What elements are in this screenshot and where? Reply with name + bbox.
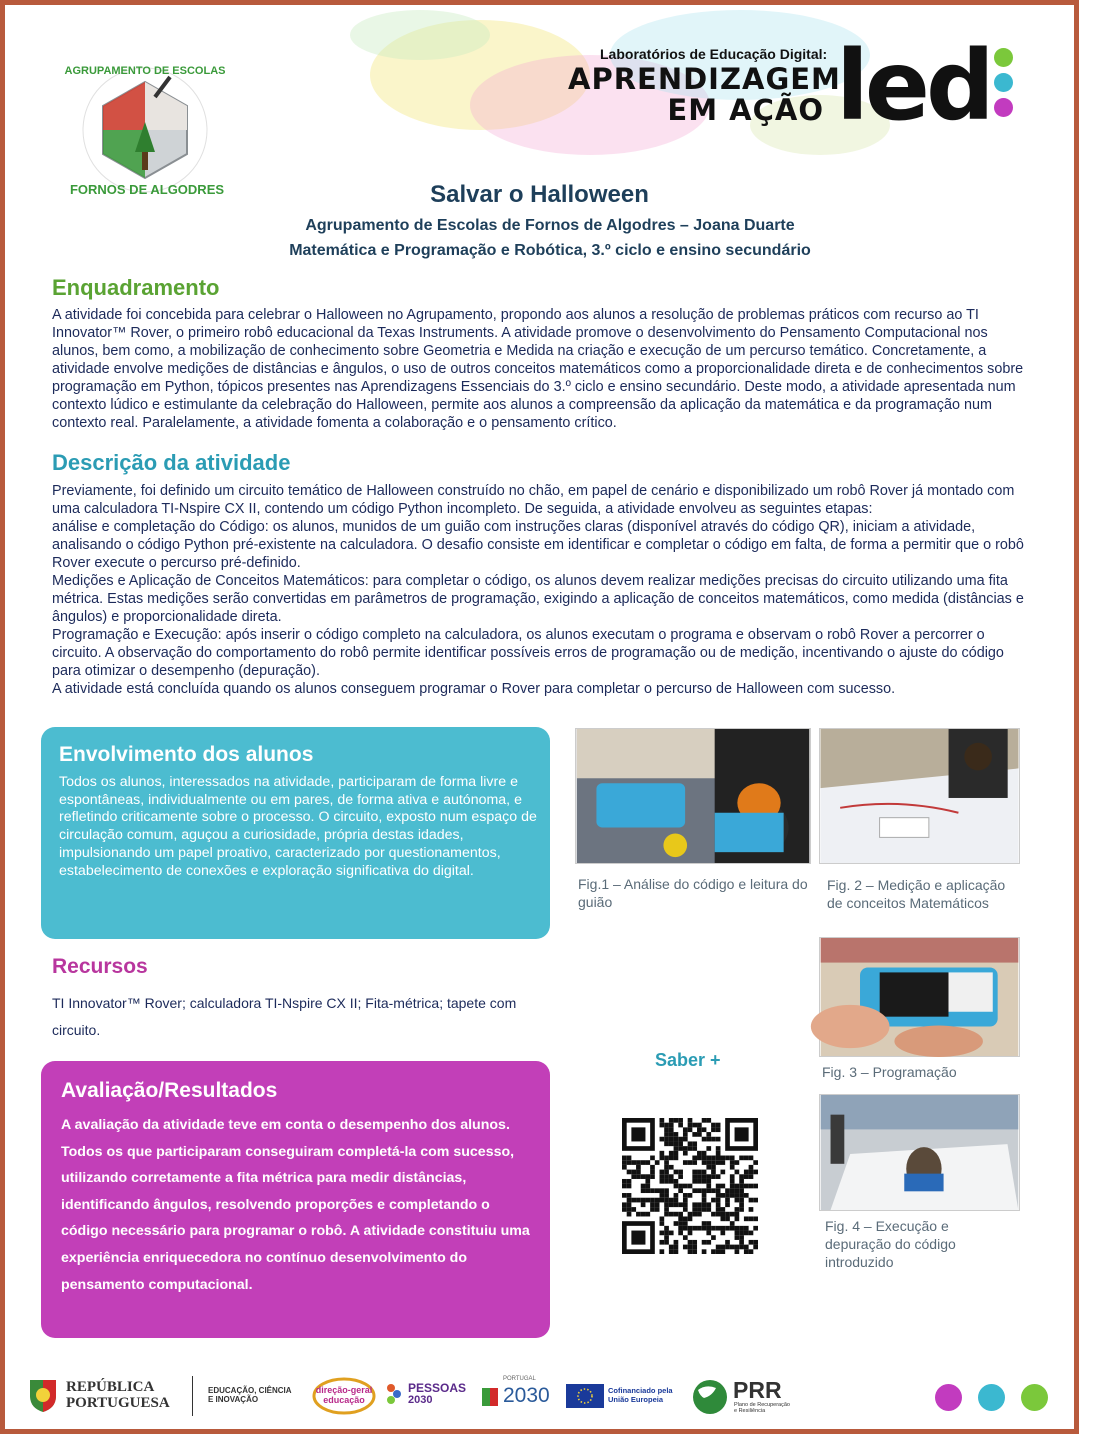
photo-fig1 [575,728,811,864]
descricao-p2: análise e completação do Código: os alunos, munidos de um guião com instruções claras (disponível através do código QR), iniciam a atividade, analisando o código Python pré-existente na calculadora. O desafio consiste em identificar e completar o código em falta, de forma a permitir que o robô Rover execute o percurso pré-definido. [52,519,1024,571]
descricao-text [52,482,1032,698]
page-subtitle-school: Agrupamento de Escolas de Fornos de Algodres – Joana Duarte [305,217,795,234]
republica-emblem-icon [26,1376,60,1414]
envolvimento-box [41,727,550,939]
led-dot-teal [994,73,1013,92]
heading-envolvimento: Envolvimento dos alunos [59,743,314,766]
prr-globe-icon [690,1378,730,1416]
led-logo: led [836,30,991,142]
dge-line2: educação [323,1395,365,1405]
descricao-p5: A atividade está concluída quando os alunos conseguem programar o Rover para completar o percurso de Halloween com sucesso. [52,681,896,697]
heading-enquadramento: Enquadramento [52,275,220,300]
dge-logo [312,1376,376,1416]
school-logo [64,62,226,198]
descricao-p1: Previamente, foi definido um circuito temático de Halloween construído no chão, em papel de cenário e disponibilizado um robô Rover já montado com uma calculadora TI-Nspire CX II, contendo um código Python incompleto. De seguida, a atividade envolveu as seguintes etapas: [52,483,1015,517]
heading-avaliacao: Avaliação/Resultados [61,1079,278,1102]
footer-dot-green [1021,1384,1048,1411]
envolvimento-text: Todos os alunos, interessados na atividade, participaram de forma livre e espontâneas, individualmente ou em pares, de forma ativa e autónoma, e refletindo criticamente sobre o processo. O circuito, exposto num espaço de circulação comum, aguçou a curiosidade, própria destas idades, impulsionando um papel proativo, caracterizado por questionamentos, estabelecimento de conexões e exploração significativa do digital. [59,774,537,879]
pessoas-icon [386,1382,402,1406]
avaliacao-text: A avaliação da atividade teve em conta o desempenho dos alunos. Todos os que participaram conseguiram completá-la com sucesso, utilizando corretamente a fita métrica para medir distâncias, identificando ângulos, resolvendo proporções e completando o código necessário para programar o robô. A atividade constituiu uma experiência enriquecedora no contínuo desenvolvimento do pensamento computacional. [61,1117,530,1293]
photo-fig4 [819,1094,1020,1211]
saber-mais-label: Saber + [655,1050,721,1070]
svg-text:AGRUPAMENTO DE ESCOLAS: AGRUPAMENTO DE ESCOLAS [64,65,226,77]
pessoas-year: 2030 [408,1394,433,1406]
eu-line1: Cofinanciado pela [608,1386,673,1395]
eu-flag-icon [566,1384,604,1408]
descricao-p4: Programação e Execução: após inserir o código completo na calculadora, os alunos executam o programa e observam o robô Rover a percorrer o circuito. A observação do comportamento do robô permite identificar possíveis erros de programação ou de medição, incentivando o ajuste do código para otimizar o desempenho (depuração). [52,627,1004,679]
footer-logos [0,1372,1079,1422]
recursos-text: TI Innovator™ Rover; calculadora TI-Nspire CX II; Fita-métrica; tapete com circuito. [52,995,517,1038]
republica-line2: PORTUGUESA [66,1395,170,1411]
enquadramento-text: A atividade foi concebida para celebrar o Halloween no Agrupamento, propondo aos alunos a resolução de problemas práticos com recurso ao TI Innovator™ Rover, o primeiro robô educacional da Texas Instruments. A atividade promove o desenvolvimento do Pensamento Computacional nos alunos, bem como, a mobilização de conhecimento sobre Geometria e Medida na criação e execução de um percurso temático. Concretamente, a atividade envolve medições de distâncias e ângulos, o uso de outros conceitos matemáticos como a proporcionalidade direta e de conhecimentos sobre programação em Python, tópicos presentes nas Aprendizagens Essenciais do 3.º ciclo e ensino secundário. Deste modo, a atividade apresentada num contexto lúdico e estimulante da celebração do Halloween, permite aos alunos a compreensão da aplicação da matemática e da programação num contexto real. Paralelamente, a atividade fomenta a colaboração e o pensamento crítico. [52,307,1024,431]
led-line1: APRENDIZAGEM [568,62,841,96]
led-dot-green [994,48,1013,67]
photo-fig3 [819,937,1020,1057]
portugal2030-icon [480,1384,500,1408]
led-line2: EM AÇÃO [667,93,824,127]
caption-fig1: Fig.1 – Análise do código e leitura do guião [578,876,808,910]
footer-dot-teal [978,1384,1005,1411]
footer-dot-magenta [935,1384,962,1411]
prr-sub2: e Resiliência [734,1408,766,1414]
led-dot-magenta [994,98,1013,117]
led-dots [994,48,1016,123]
avaliacao-box [41,1061,550,1338]
caption-fig4: Fig. 4 – Execução e depuração do código introduzido [825,1218,956,1270]
page-title: Salvar o Halloween [430,181,649,208]
led-heading [568,62,841,127]
republica-line1: REPÚBLICA [66,1379,155,1395]
pessoas-label: PESSOAS [408,1381,467,1395]
svg-text:FORNOS DE ALGODRES: FORNOS DE ALGODRES [69,182,225,197]
footer-divider [192,1376,193,1416]
qr-code[interactable] [622,1118,758,1254]
prr-sub1: Plano de Recuperação [734,1402,790,1408]
descricao-p3: Medições e Aplicação de Conceitos Matemáticos: para completar o código, os alunos devem realizar medições precisas do circuito utilizando uma fita métrica. Estas medições serão convertidas em parâmetros de programação, exigindo a aplicação de conceitos matemáticos, como medida (distâncias e ângulos) e proporcionalidade direta. [52,573,1024,625]
caption-fig3: Fig. 3 – Programação [822,1064,957,1080]
heading-recursos: Recursos [52,955,148,978]
page-subtitle-subject: Matemática e Programação e Robótica, 3.º ciclo e ensino secundário [289,242,811,259]
portugal-label: PORTUGAL [503,1376,536,1382]
led-subtitle: Laboratórios de Educação Digital: [600,46,828,62]
eu-line2: União Europeia [608,1395,664,1404]
prr-label: PRR [733,1377,782,1403]
heading-descricao: Descrição da atividade [52,450,291,475]
caption-fig2: Fig. 2 – Medição e aplicação de conceitos Matemáticos [827,877,1006,911]
photo-fig2 [819,728,1020,864]
portugal-year: 2030 [503,1384,550,1407]
dge-line1: direção-geral [315,1385,373,1395]
educacao-label: EDUCAÇÃO, CIÊNCIA E INOVAÇÃO [208,1386,292,1404]
